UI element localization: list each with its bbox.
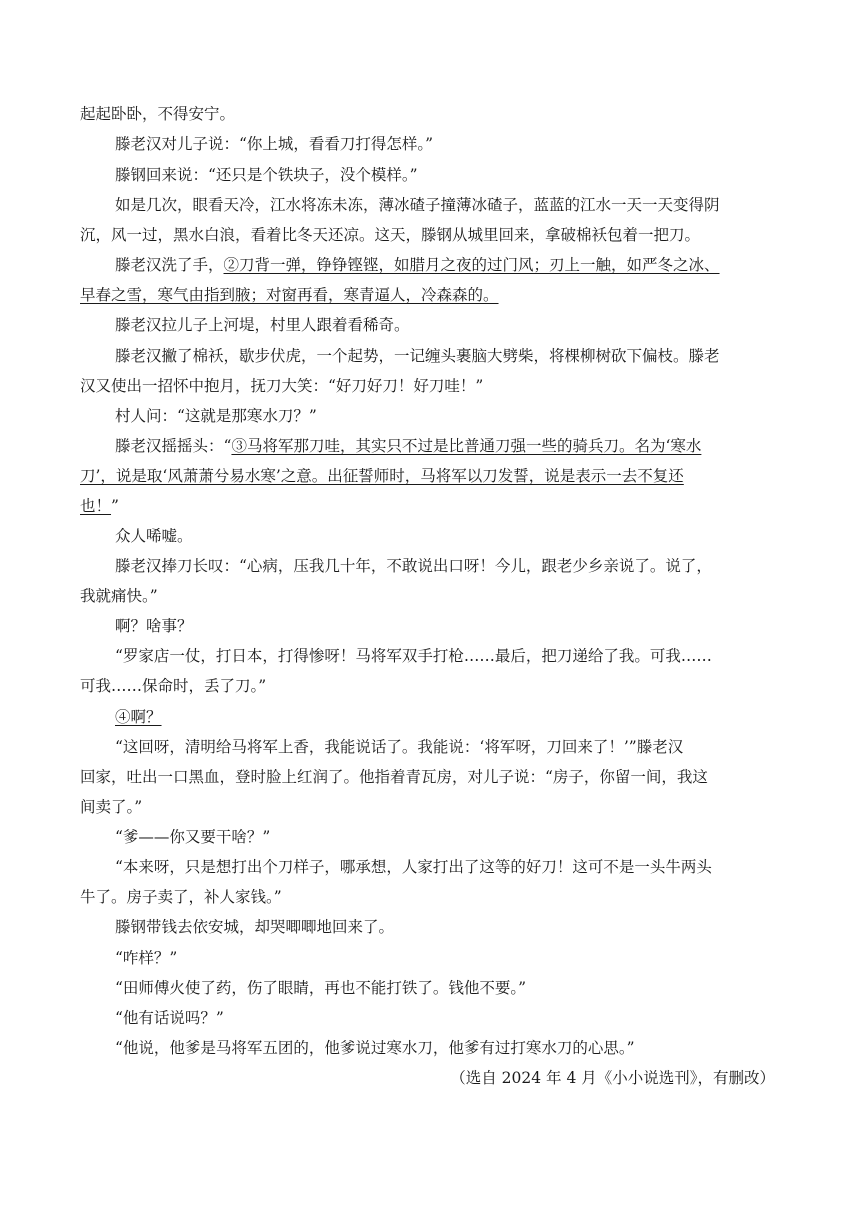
text-line: 如是几次，眼看天冷，江水将冻未冻，薄冰碴子撞薄冰碴子，蓝蓝的江水一天一天变得阴 [115,196,720,214]
text-line: 啊？啥事？ [115,617,193,635]
text-line [80,466,860,486]
text-line: 滕钢回来说：“还只是个铁块子，没个模样。” [115,166,418,184]
text-line: 滕老汉拉儿子上河堤，村里人跟着看稀奇。 [115,316,410,334]
text-line: “他说，他爹是马将军五团的，他爹说过寒水刀，他爹有过打寒水刀的心思。” [115,1039,635,1057]
text-line: 沉，风一过，黑水白浪，看着比冬天还凉。这天，滕钢从城里回来，拿破棉袄包着一把刀。 [80,226,701,244]
text-line: 滕老汉对儿子说：“你上城，看看刀打得怎样。” [115,135,434,153]
text-line [80,496,860,516]
text-line: 牛了。房子卖了，补人家钱。” [80,888,282,906]
text-line [80,285,860,305]
text-plain: ” [111,497,119,515]
text-line: “本来呀，只是想打出个刀样子，哪承想，人家打出了这等的好刀！这可不是一头牛两头 [115,858,712,876]
underlined-sentence-3-cont: 刀’，说是取‘风萧萧兮易水寒’之意。出征誓师时，马将军以刀发誓，说是表示一去不复还 [80,467,684,485]
text-line: 滕老汉撇了棉袄，歇步伏虎，一个起势，一记缠头裹脑大劈柴，将棵柳树砍下偏枝。滕老 [115,347,720,365]
text-line [115,707,860,727]
underlined-sentence-2-cont: 早春之雪，寒气由指到腋；对窗再看，寒青逼人，冷森森的。 [80,286,499,304]
text-line: “罗家店一仗，打日本，打得惨呀！马将军双手打枪……最后，把刀递给了我。可我…… [115,647,712,665]
text-line: 村人问：“这就是那寒水刀？” [115,407,317,425]
text-line [115,436,860,456]
text-line [115,255,860,275]
underlined-sentence-3-end: 也！ [80,497,112,515]
source-citation: （选自 2024 年 4 月《小小说选刊》，有删改） [450,1069,775,1087]
underlined-sentence-4: ④啊？ [115,708,162,726]
text-line: 可我……保命时，丢了刀。” [80,677,267,695]
underlined-sentence-2: ②刀背一弹，铮铮铿铿，如腊月之夜的过门风；刃上一触，如严冬之冰、 [223,256,720,274]
text-line: 我就痛快。” [80,587,158,605]
underlined-sentence-3: ③马将军那刀哇，其实只不过是比普通刀强一些的骑兵刀。名为‘寒水 [231,437,702,455]
text-line: 间卖了。” [80,798,143,816]
text-plain: 滕老汉洗了手， [115,256,224,274]
text-line: “这回呀，清明给马将军上香，我能说话了。我能说：‘将军呀，刀回来了！’”滕老汉 [115,738,684,756]
text-plain: 滕老汉摇摇头：“ [115,437,232,455]
text-line: “他有话说吗？” [115,1009,224,1027]
text-line: “田师傅火使了药，伤了眼睛，再也不能打铁了。钱他不要。” [115,979,527,997]
text-line: 滕老汉捧刀长叹：“心病，压我几十年，不敢说出口呀！今儿，跟老少乡亲说了。说了， [115,557,712,575]
text-line: “爹——你又要干啥？” [115,828,271,846]
text-line: 众人唏嘘。 [115,527,193,545]
text-line: “咋样？” [115,949,178,967]
text-line: 起起卧卧，不得安宁。 [80,105,236,123]
text-line: 汉又使出一招怀中抱月，抚刀大笑：“好刀好刀！好刀哇！” [80,377,484,395]
text-line: 滕钢带钱去依安城，却哭唧唧地回来了。 [115,918,395,936]
text-line: 回家，吐出一口黑血，登时脸上红润了。他指着青瓦房，对儿子说：“房子，你留一间，我这 [80,768,708,786]
